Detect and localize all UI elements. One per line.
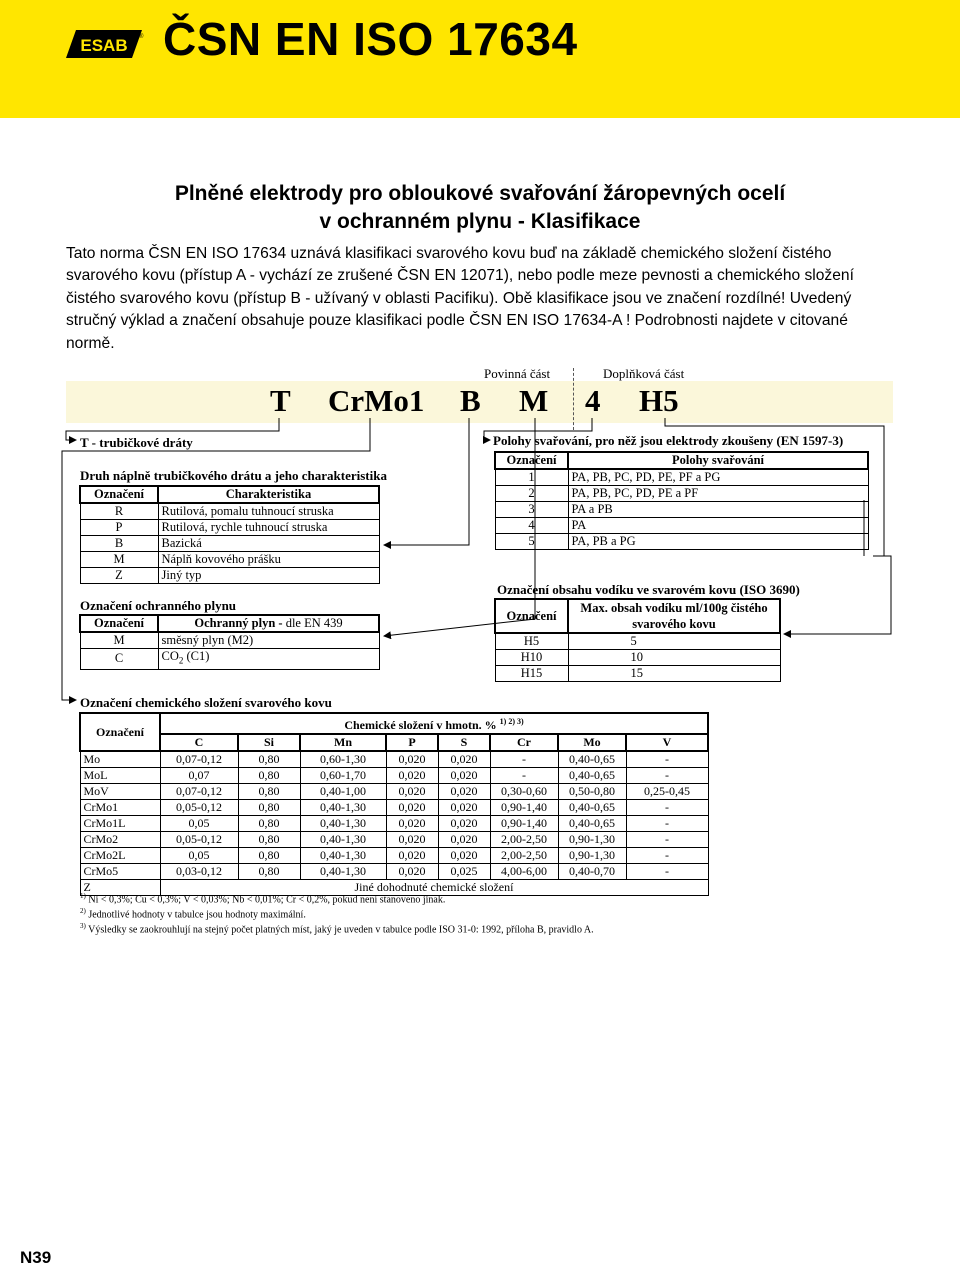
table-cell: 0,80 [238, 832, 300, 848]
table-cell: 0,020 [438, 768, 490, 784]
table-row [80, 568, 379, 584]
esab-logo [66, 26, 142, 62]
table-cell: 0,80 [238, 800, 300, 816]
table-cell: CrMo2L [80, 848, 160, 864]
hydrogen-content-table [494, 598, 781, 682]
table-cell: CrMo2 [80, 832, 160, 848]
table-cell: - [626, 816, 708, 832]
table-cell: PA, PB a PG [568, 534, 868, 550]
table-cell: směsný plyn (M2) [158, 632, 379, 649]
table-row [80, 800, 708, 816]
footnote-mark: 3) [80, 922, 86, 930]
footnote-text: Ni < 0,3%; Cu < 0,3%; V < 0,03%; Nb < 0,01%; Cr < 0,2%, pokud není stanoveno jinak. [88, 894, 446, 906]
section-heading-line1: Plněné elektrody pro obloukové svařování žáropevných ocelí [174, 182, 786, 205]
table-header-row [80, 734, 708, 751]
column-header [158, 615, 379, 632]
column-header-part: Ochranný plyn - [194, 616, 283, 630]
group-header-footnote-marks: 1) 2) 3) [499, 717, 524, 726]
table-cell: 0,07-0,12 [160, 751, 238, 768]
table-row [495, 502, 868, 518]
table-cell: 0,020 [438, 848, 490, 864]
group-header-text: Chemické složení v hmotn. % [344, 718, 497, 732]
intro-line: stručný výklad a značení obsahuje pouze klasifikaci podle ČSN EN ISO 17634-A ! Podrobnosti najdete v citované [66, 312, 848, 330]
table-cell: 0,020 [386, 751, 438, 768]
column-header-part: dle EN 439 [285, 616, 343, 630]
table-header-row [495, 599, 780, 633]
table-cell: 0,40-1,30 [300, 864, 386, 880]
table-cell: CrMo1L [80, 816, 160, 832]
intro-paragraph [66, 243, 898, 355]
table-cell: - [626, 832, 708, 848]
column-header-p: P [386, 734, 438, 751]
table-cell: 0,025 [438, 864, 490, 880]
table-cell: - [490, 768, 558, 784]
table-cell: 0,05-0,12 [160, 832, 238, 848]
code-part-flux: B [460, 383, 481, 418]
column-header-cr: Cr [490, 734, 558, 751]
column-header [568, 599, 780, 633]
table-cell: H5 [495, 633, 568, 650]
table-cell: CrMo5 [80, 864, 160, 880]
table-cell: 4,00-6,00 [490, 864, 558, 880]
intro-line: svarového kovu (přístup A - vychází ze zrušené ČSN EN 12071), nebo podle meze pevnosti a chemického složení [66, 267, 854, 285]
table-cell: M [80, 552, 158, 568]
gas-formula-subscript: 2 [178, 655, 184, 666]
column-header-c: C [160, 734, 238, 751]
table-cell: 0,40-1,30 [300, 816, 386, 832]
table-row [80, 552, 379, 568]
table-cell: 0,60-1,30 [300, 751, 386, 768]
flux-type-title: Druh náplně trubičkového drátu a jeho charakteristika [80, 468, 387, 483]
table-cell: 0,50-0,80 [558, 784, 626, 800]
footnote-text: Výsledky se zaokrouhlují na stejný počet platných míst, jaký je uveden v tabulce podle ISO 31-0: 1992, příloha B, pravidlo A. [88, 924, 594, 936]
table-cell: H10 [495, 650, 568, 666]
table-cell: - [626, 848, 708, 864]
table-cell: Rutilová, rychle tuhnoucí struska [158, 520, 379, 536]
optional-part-label: Doplňková část [603, 366, 685, 381]
table-cell: 4 [495, 518, 568, 534]
gas-formula: CO [161, 649, 179, 663]
table-cell: 0,80 [238, 848, 300, 864]
welding-positions-table [494, 451, 869, 550]
table-cell: PA, PB, PC, PD, PE a PF [568, 486, 868, 502]
hydrogen-content-title: Označení obsahu vodíku ve svarovém kovu (ISO 3690) [497, 582, 800, 597]
footnote-2 [80, 907, 306, 920]
table-row [80, 632, 379, 649]
column-header-si: Si [238, 734, 300, 751]
column-group-header [160, 713, 708, 734]
table-cell: 0,40-0,65 [558, 751, 626, 768]
table-cell: 3 [495, 502, 568, 518]
table-header-row [80, 713, 708, 734]
table-cell: 0,80 [238, 816, 300, 832]
table-cell: 0,020 [386, 800, 438, 816]
table-cell: CrMo1 [80, 800, 160, 816]
table-cell: Rutilová, pomalu tuhnoucí struska [158, 503, 379, 520]
column-header-mn: Mn [300, 734, 386, 751]
table-cell: PA a PB [568, 502, 868, 518]
table-cell: 0,40-0,70 [558, 864, 626, 880]
table-row [80, 751, 708, 768]
table-cell: 0,020 [438, 816, 490, 832]
intro-line: čistého svarového kovu (přístup B - užívaný v oblasti Pacifiku). Obě klasifikace jsou ve značení rozdílné! Uvedený [66, 289, 852, 307]
column-header-mo: Mo [558, 734, 626, 751]
table-cell: 0,020 [386, 816, 438, 832]
tubular-wire-title: T - trubičkové dráty [80, 435, 193, 450]
table-cell: PA [568, 518, 868, 534]
table-row [80, 848, 708, 864]
table-row [80, 649, 379, 670]
table-cell: 0,020 [438, 800, 490, 816]
table-cell: 0,90-1,30 [558, 848, 626, 864]
column-header: Polohy svařování [568, 452, 868, 469]
table-row [495, 633, 780, 650]
chemical-composition-title: Označení chemického složení svarového kovu [80, 695, 332, 710]
table-cell: 0,40-1,00 [300, 784, 386, 800]
shielding-gas-table [79, 614, 380, 670]
table-cell: 0,90-1,40 [490, 816, 558, 832]
table-cell: 0,020 [438, 784, 490, 800]
column-header-line: Max. obsah vodíku ml/100g čistého [580, 601, 768, 615]
code-part-gas: M [519, 383, 549, 418]
chemical-composition-table [79, 712, 709, 896]
footnote-mark: 2) [80, 907, 86, 915]
table-row [80, 520, 379, 536]
table-cell: PA, PB, PC, PD, PE, PF a PG [568, 469, 868, 486]
table-row [495, 534, 868, 550]
table-cell: 15 [568, 666, 780, 682]
table-cell: - [626, 751, 708, 768]
table-cell: 0,30-0,60 [490, 784, 558, 800]
table-cell: 0,90-1,30 [558, 832, 626, 848]
table-header-row [80, 486, 379, 503]
column-header: Označení [495, 452, 568, 469]
mandatory-optional-divider [573, 368, 574, 430]
table-cell: 0,020 [386, 864, 438, 880]
column-header: Označení [80, 486, 158, 503]
table-cell: 0,05-0,12 [160, 800, 238, 816]
table-cell: 0,40-0,65 [558, 816, 626, 832]
table-cell: C [80, 649, 158, 670]
table-cell: Z [80, 568, 158, 584]
table-cell: 0,020 [386, 784, 438, 800]
table-cell: 0,03-0,12 [160, 864, 238, 880]
gas-formula-suffix: (C1) [183, 649, 210, 663]
table-cell: Z [80, 880, 160, 896]
column-header: Označení [495, 599, 568, 633]
table-cell: 0,05 [160, 848, 238, 864]
table-cell: 0,07 [160, 768, 238, 784]
table-row [80, 536, 379, 552]
code-part-hydrogen: H5 [639, 383, 679, 418]
code-part-tubular: T [270, 383, 291, 418]
table-cell: 0,80 [238, 768, 300, 784]
table-cell: - [626, 768, 708, 784]
table-header-row [495, 452, 868, 469]
table-cell: 0,020 [438, 832, 490, 848]
table-row [495, 650, 780, 666]
table-row [495, 486, 868, 502]
table-cell: 0,020 [438, 751, 490, 768]
footnote-3 [80, 922, 594, 935]
table-cell: 10 [568, 650, 780, 666]
footnote-1 [80, 892, 445, 905]
table-cell: Jiný typ [158, 568, 379, 584]
table-row [80, 864, 708, 880]
table-cell: Náplň kovového prášku [158, 552, 379, 568]
table-cell: R [80, 503, 158, 520]
table-cell: 0,07-0,12 [160, 784, 238, 800]
table-cell: - [626, 864, 708, 880]
page-title: ČSN EN ISO 17634 [163, 13, 578, 65]
table-row [495, 469, 868, 486]
table-cell: 0,020 [386, 832, 438, 848]
intro-line: Tato norma ČSN EN ISO 17634 uznává klasifikaci svarového kovu buď na základě chemického složení čistého [66, 245, 832, 262]
table-cell: 1 [495, 469, 568, 486]
table-cell [158, 649, 379, 670]
table-cell: 0,40-1,30 [300, 848, 386, 864]
table-cell: 0,40-1,30 [300, 832, 386, 848]
column-header-s: S [438, 734, 490, 751]
table-row [80, 832, 708, 848]
table-cell: 2,00-2,50 [490, 832, 558, 848]
table-cell: MoL [80, 768, 160, 784]
column-header: Označení [80, 713, 160, 751]
table-cell: 0,05 [160, 816, 238, 832]
column-header-line: svarového kovu [632, 617, 716, 631]
table-cell: 0,90-1,40 [490, 800, 558, 816]
table-cell: 5 [568, 633, 780, 650]
table-row [495, 666, 780, 682]
table-cell: 0,25-0,45 [626, 784, 708, 800]
table-cell: 0,80 [238, 784, 300, 800]
table-cell: MoV [80, 784, 160, 800]
page-number: N39 [20, 1248, 52, 1267]
table-cell: 0,40-1,30 [300, 800, 386, 816]
table-cell: 2,00-2,50 [490, 848, 558, 864]
table-cell: 0,80 [238, 751, 300, 768]
shielding-gas-title: Označení ochranného plynu [80, 598, 237, 613]
table-cell: P [80, 520, 158, 536]
section-heading-line2: v ochranném plynu - Klasifikace [319, 210, 641, 233]
table-cell: B [80, 536, 158, 552]
column-header: Charakteristika [158, 486, 379, 503]
table-row [80, 768, 708, 784]
svg-text:®: ® [139, 34, 144, 40]
flux-type-table [79, 485, 380, 584]
code-part-chemistry: CrMo1 [328, 383, 425, 418]
column-header-v: V [626, 734, 708, 751]
table-cell: 0,020 [386, 768, 438, 784]
mandatory-part-label: Povinná část [484, 366, 551, 381]
table-cell: Jiné dohodnuté chemické složení [160, 880, 708, 896]
footnote-mark: 1) [80, 892, 86, 900]
table-cell: Bazická [158, 536, 379, 552]
table-row [80, 816, 708, 832]
table-cell: Mo [80, 751, 160, 768]
table-cell: 0,80 [238, 864, 300, 880]
table-cell: 2 [495, 486, 568, 502]
svg-text:ESAB: ESAB [80, 36, 128, 55]
table-cell: 0,40-0,65 [558, 768, 626, 784]
column-header: Označení [80, 615, 158, 632]
code-part-position: 4 [585, 383, 601, 418]
chemical-composition-rows [80, 751, 708, 880]
table-cell: 0,40-0,65 [558, 800, 626, 816]
table-cell: 0,60-1,70 [300, 768, 386, 784]
intro-line: normě. [66, 334, 115, 352]
table-cell: M [80, 632, 158, 649]
table-row [80, 784, 708, 800]
table-header-row [80, 615, 379, 632]
table-row [495, 518, 868, 534]
table-cell: - [626, 800, 708, 816]
table-cell: - [490, 751, 558, 768]
table-row [80, 503, 379, 520]
table-cell: 5 [495, 534, 568, 550]
table-cell: H15 [495, 666, 568, 682]
welding-positions-title: Polohy svařování, pro něž jsou elektrody zkoušeny (EN 1597-3) [493, 433, 844, 448]
footnote-text: Jednotlivé hodnoty v tabulce jsou hodnoty maximální. [88, 909, 306, 921]
table-cell: 0,020 [386, 848, 438, 864]
